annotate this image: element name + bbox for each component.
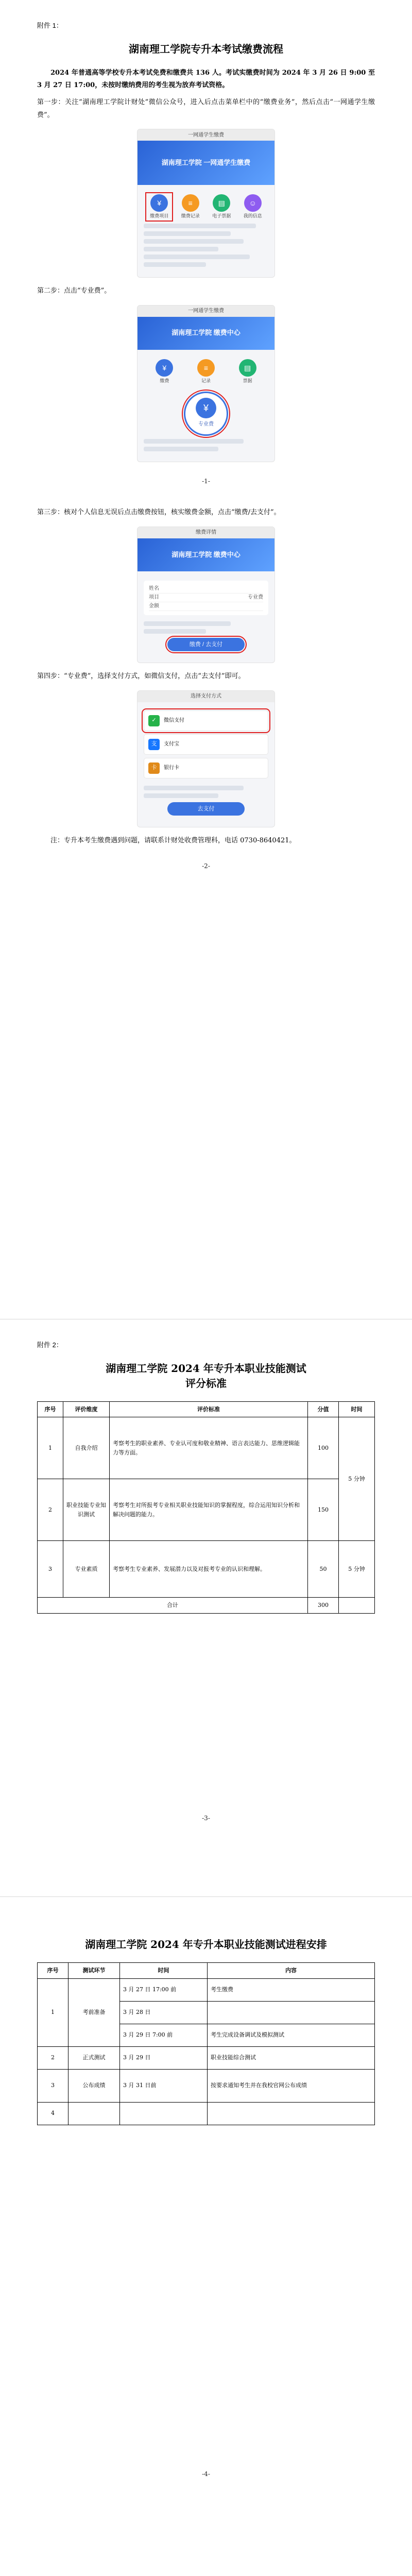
- doc-title: 湖南理工学院专升本考试缴费流程: [129, 42, 283, 55]
- table-row: 3 月 29 日 7:00 前 考生完成设备调试及模拟测试: [38, 2024, 375, 2046]
- bank-card-icon: 卡: [148, 762, 160, 774]
- screenshot-fee-center: [137, 305, 275, 462]
- record-icon: ≡: [182, 194, 199, 212]
- alipay-icon: 支: [148, 739, 160, 750]
- screen-title: 缴费详情: [138, 527, 274, 538]
- fee-button[interactable]: ¥ 专业费: [184, 392, 228, 436]
- table-row: 4: [38, 2102, 375, 2125]
- contact-note: 注：专升本考生缴费遇到问题，请联系计财处收费管理科，电话 0730-8640421。: [50, 836, 296, 844]
- step-1: 第一步：关注“湖南理工学院计财处”微信公众号，进入后点击菜单栏中的“缴费业务”，然后点击“一网通学生缴费”。: [37, 98, 375, 119]
- quick-item[interactable]: ▤ 电子票据: [210, 194, 233, 219]
- pay-option[interactable]: 支 支付宝: [144, 734, 268, 755]
- table-row: 3 月 28 日: [38, 2001, 375, 2024]
- wechat-pay-icon: ✓: [148, 715, 160, 726]
- attachment-2: [0, 1319, 412, 1896]
- user-icon: ☺: [244, 194, 262, 212]
- table-row: 3 公布成绩 3 月 31 日前 按要求通知考生并在我校官网公布成绩: [38, 2069, 375, 2102]
- intro-paragraph: 2024 年普通高等学校专升本考试免费和缴费共 136 人。考试实缴费时间为 2024 年 3 月 26 日 9:00 至 3 月 27 日 17:00，未按时缴纳费用的考生视为放弃考试资格。: [37, 69, 375, 90]
- attachment-3: [0, 1897, 412, 2576]
- screenshot-portal: [137, 129, 275, 278]
- doc-title: 湖南理工学院 2024 年专升本职业技能测试 评分标准: [106, 1362, 306, 1389]
- banner: 湖南理工学院 一网通学生缴费: [138, 141, 274, 185]
- banner: 湖南理工学院 缴费中心: [138, 538, 274, 571]
- table-row: 2 正式测试 3 月 29 日 职业技能综合测试: [38, 2046, 375, 2069]
- table-row: 2 职业技能专业知识测试 考察考生对所报考专业相关职业技能知识的掌握程度，综合运用知识分析和解决问题的能力。 150: [38, 1479, 375, 1541]
- screen-title: 选择支付方式: [138, 691, 274, 702]
- table-row: 合计 300: [38, 1598, 375, 1614]
- attachment-label: 附件 2：: [37, 1341, 63, 1349]
- screenshot-pay-method: [137, 690, 275, 827]
- pay-button[interactable]: 缴费 / 去支付: [167, 638, 245, 651]
- coin-icon: ¥: [196, 398, 216, 418]
- receipt-icon: ▤: [239, 359, 256, 377]
- table-row: 1 考前准备 3 月 27 日 17:00 前 考生缴费: [38, 1978, 375, 2001]
- table-row: 1 自我介绍 考察考生的职业素养、专业认可度和敬业精神、语言表达能力、思维逻辑能力等方面。 100 5 分钟: [38, 1417, 375, 1479]
- step-4: 第四步：“专业费”，选择支付方式，如微信支付，点击“去支付”即可。: [37, 672, 245, 680]
- quick-item[interactable]: ≡ 记录: [194, 359, 218, 384]
- page-number: -1-: [202, 477, 210, 485]
- quick-item[interactable]: ¥ 缴费项目: [147, 194, 171, 219]
- banner: 湖南理工学院 缴费中心: [138, 317, 274, 350]
- record-icon: ≡: [197, 359, 215, 377]
- scoring-table: 序号 评价维度 评价标准 分值 时间 1 自我介绍 考察考生的职业素养、专业认可度和敬业精神、语言表达能力、思维逻辑能力等方面。 100 5 分钟 2 职业技能专业知识测试 考察考生对所报考专业相关职业技能知识的掌握程度，综合运用知识分析和解决问题的能力。 150 3 专业素质 考察考生专业素养、发展潜力以及对报考专业的认识和理解。 50 5 分钟 合计 300: [37, 1401, 375, 1614]
- page-number: -3-: [202, 1814, 210, 1822]
- quick-item[interactable]: ☺ 我的信息: [241, 194, 265, 219]
- go-pay-button[interactable]: 去支付: [167, 802, 245, 816]
- screen-title: 一网通学生缴费: [138, 129, 274, 141]
- screen-title: 一网通学生缴费: [138, 306, 274, 317]
- doc-title: 湖南理工学院 2024 年专升本职业技能测试进程安排: [85, 1938, 327, 1951]
- quick-item[interactable]: ≡ 缴费记录: [179, 194, 202, 219]
- step-2: 第二步：点击“专业费”。: [37, 287, 111, 295]
- page-number: -2-: [202, 862, 210, 870]
- page-number: -4-: [202, 2470, 210, 2478]
- wallet-icon: ¥: [156, 359, 173, 377]
- attachment-label: 附件 1：: [37, 22, 63, 29]
- screenshot-fee-detail: [137, 527, 275, 663]
- table-row: 3 专业素质 考察考生专业素养、发展潜力以及对报考专业的认识和理解。 50 5 分钟: [38, 1541, 375, 1598]
- step-3: 第三步：核对个人信息无误后点击缴费按钮，核实缴费金额，点击“缴费/去支付”。: [37, 509, 281, 517]
- pay-option[interactable]: 卡 银行卡: [144, 758, 268, 778]
- schedule-table: 序号 测试环节 时间 内容 1 考前准备 3 月 27 日 17:00 前 考生缴费 3 月 28 日 3 月 29 日 7:00 前 考生完成设备调试及模拟测试 2 正式测试 3 月 29 日 职业技能综合测试 3 公布成绩 3 月 31 日前 按要求通知考生并在我校官网公布成绩 4: [37, 1962, 375, 2125]
- pay-option[interactable]: ✓ 微信支付: [144, 710, 268, 731]
- receipt-icon: ▤: [213, 194, 230, 212]
- quick-item[interactable]: ¥ 缴费: [152, 359, 176, 384]
- fee-info-card: 姓名 项目 专业费 金额: [144, 581, 268, 615]
- quick-item[interactable]: ▤ 票据: [236, 359, 260, 384]
- wallet-icon: ¥: [150, 194, 168, 212]
